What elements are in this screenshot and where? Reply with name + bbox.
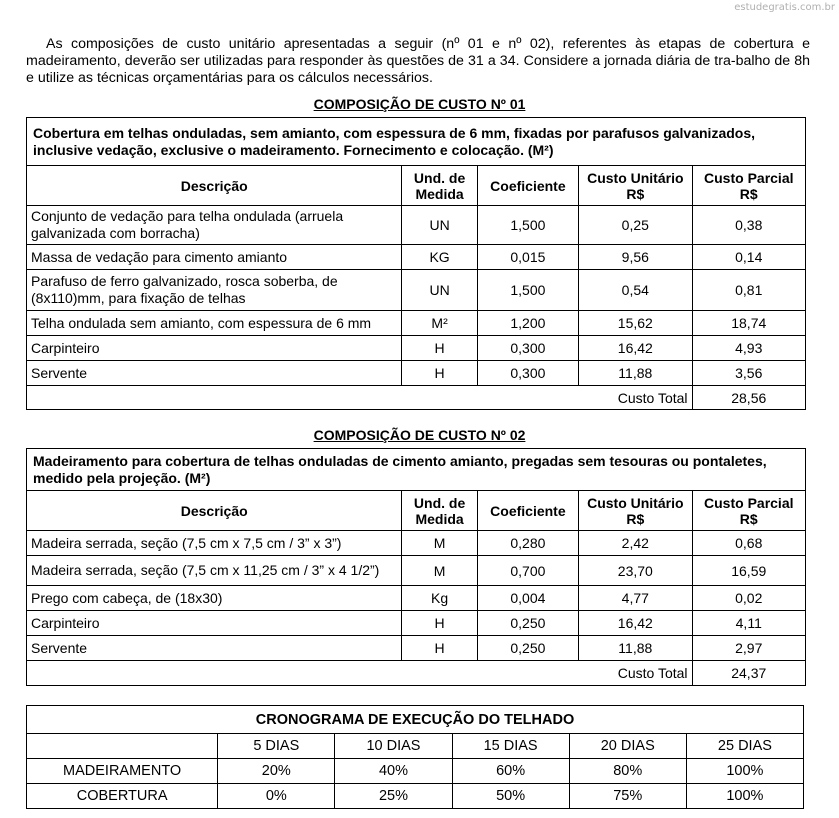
cell-coef: 0,015 — [477, 245, 578, 270]
cell-unitcost: 4,77 — [579, 586, 692, 611]
cell-desc: Massa de vedação para cimento amianto — [27, 245, 402, 270]
table-row — [27, 270, 806, 311]
cell-desc: Telha ondulada sem amianto, com espessura de 6 mm — [27, 311, 402, 336]
schedule-col: 10 DIAS — [335, 734, 452, 759]
cell-unitcost: 16,42 — [579, 336, 692, 361]
cell-partial: 0,14 — [692, 245, 805, 270]
table-row — [27, 636, 806, 661]
cell-unit: UN — [402, 206, 477, 245]
cell-unitcost: 11,88 — [579, 361, 692, 386]
comp2-col-unit: Und. de Medida — [402, 491, 477, 531]
comp1-table — [26, 117, 806, 410]
cell-desc: Madeira serrada, seção (7,5 cm x 7,5 cm / 3” x 3”) — [27, 531, 402, 556]
intro-text: As composições de custo unitário apresentadas a seguir (nº 01 e nº 02), referentes às etapas de cobertura e madeiramento, deverão ser utilizadas para responder às questões de 31 a 34. Considere a jornada diária de tra-balho de 8h e utilize as técnicas orçamentárias para os cálculos necessários. — [26, 36, 810, 86]
cell-coef: 0,280 — [477, 531, 578, 556]
cell-desc: Conjunto de vedação para telha ondulada (arruela galvanizada com borracha) — [27, 206, 402, 245]
cell-unit: KG — [402, 245, 477, 270]
table-row — [27, 531, 806, 556]
cell-unit: M — [402, 556, 477, 586]
cell-unitcost: 15,62 — [579, 311, 692, 336]
cell-unit: Kg — [402, 586, 477, 611]
cell-partial: 18,74 — [692, 311, 805, 336]
cell-unitcost: 11,88 — [579, 636, 692, 661]
total-label: Custo Total — [579, 661, 692, 686]
cell-unitcost: 9,56 — [579, 245, 692, 270]
schedule-col: 5 DIAS — [218, 734, 335, 759]
cell-desc: Prego com cabeça, de (18x30) — [27, 586, 402, 611]
comp2-col-unitcost: Custo Unitário R$ — [579, 491, 692, 531]
schedule-row-label: COBERTURA — [27, 784, 218, 809]
total-row — [27, 661, 806, 686]
comp2-col-partial: Custo Parcial R$ — [692, 491, 805, 531]
comp2-col-desc: Descrição — [27, 491, 402, 531]
total-spacer — [27, 386, 579, 410]
cell-partial: 0,02 — [692, 586, 805, 611]
cell-partial: 16,59 — [692, 556, 805, 586]
cell-unit: M — [402, 531, 477, 556]
comp2-table — [26, 448, 806, 686]
table-row — [27, 759, 804, 784]
cell-unit: H — [402, 636, 477, 661]
cell-desc: Madeira serrada, seção (7,5 cm x 11,25 cm / 3” x 4 1/2”) — [27, 556, 402, 586]
cell-desc: Servente — [27, 361, 402, 386]
cell-unit: H — [402, 361, 477, 386]
table-row — [27, 784, 804, 809]
cell-unit: UN — [402, 270, 477, 311]
cell-coef: 0,700 — [477, 556, 578, 586]
cell-unitcost: 0,54 — [579, 270, 692, 311]
total-value: 28,56 — [692, 386, 805, 410]
table-row — [27, 586, 806, 611]
watermark: estudegratis.com.br — [734, 2, 835, 13]
cell-desc: Parafuso de ferro galvanizado, rosca soberba, de (8x110)mm, para fixação de telhas — [27, 270, 402, 311]
table-row — [27, 206, 806, 245]
schedule-cell: 40% — [335, 759, 452, 784]
cell-coef: 0,300 — [477, 361, 578, 386]
comp2-header: Madeiramento para cobertura de telhas onduladas de cimento amianto, pregadas sem tesouras ou pontaletes, medido pela projeção. (M²) — [27, 449, 806, 491]
cell-unitcost: 0,25 — [579, 206, 692, 245]
schedule-corner — [27, 734, 218, 759]
schedule-row-label: MADEIRAMENTO — [27, 759, 218, 784]
comp1-col-unitcost: Custo Unitário R$ — [579, 166, 692, 206]
total-value: 24,37 — [692, 661, 805, 686]
table-row — [27, 336, 806, 361]
table-row — [27, 556, 806, 586]
cell-partial: 3,56 — [692, 361, 805, 386]
table-row — [27, 245, 806, 270]
cell-unit: H — [402, 611, 477, 636]
comp1-col-coef: Coeficiente — [477, 166, 578, 206]
cell-coef: 1,500 — [477, 206, 578, 245]
schedule-table — [26, 705, 804, 809]
schedule-col: 15 DIAS — [452, 734, 569, 759]
cell-coef: 0,250 — [477, 611, 578, 636]
schedule-cell: 100% — [686, 759, 803, 784]
comp1-header: Cobertura em telhas onduladas, sem amianto, com espessura de 6 mm, fixadas por parafusos galvanizados, inclusive vedação, exclusive o madeiramento. Fornecimento e colocação. (M²) — [27, 118, 806, 166]
comp1-col-unit: Und. de Medida — [402, 166, 477, 206]
schedule-cell: 0% — [218, 784, 335, 809]
total-row — [27, 386, 806, 410]
table-row — [27, 311, 806, 336]
cell-desc: Carpinteiro — [27, 336, 402, 361]
cell-desc: Servente — [27, 636, 402, 661]
comp1-col-desc: Descrição — [27, 166, 402, 206]
comp2-col-coef: Coeficiente — [477, 491, 578, 531]
cell-partial: 0,68 — [692, 531, 805, 556]
cell-unitcost: 23,70 — [579, 556, 692, 586]
schedule-cell: 20% — [218, 759, 335, 784]
total-label: Custo Total — [579, 386, 692, 410]
table-row — [27, 361, 806, 386]
cell-partial: 4,11 — [692, 611, 805, 636]
cell-desc: Carpinteiro — [27, 611, 402, 636]
cell-unit: M² — [402, 311, 477, 336]
cell-partial: 0,81 — [692, 270, 805, 311]
cell-partial: 0,38 — [692, 206, 805, 245]
comp2-title: COMPOSIÇÃO DE CUSTO Nº 02 — [313, 427, 526, 443]
cell-coef: 1,200 — [477, 311, 578, 336]
table-row — [27, 611, 806, 636]
cell-coef: 0,300 — [477, 336, 578, 361]
schedule-cell: 100% — [686, 784, 803, 809]
cell-coef: 0,004 — [477, 586, 578, 611]
cell-partial: 4,93 — [692, 336, 805, 361]
schedule-cell: 75% — [569, 784, 686, 809]
schedule-cell: 60% — [452, 759, 569, 784]
cell-coef: 0,250 — [477, 636, 578, 661]
schedule-title: CRONOGRAMA DE EXECUÇÃO DO TELHADO — [27, 706, 804, 734]
schedule-cell: 25% — [335, 784, 452, 809]
comp1-title: COMPOSIÇÃO DE CUSTO Nº 01 — [313, 96, 526, 112]
cell-unitcost: 16,42 — [579, 611, 692, 636]
schedule-col: 20 DIAS — [569, 734, 686, 759]
cell-unit: H — [402, 336, 477, 361]
comp1-col-partial: Custo Parcial R$ — [692, 166, 805, 206]
intro-paragraph — [26, 36, 810, 87]
schedule-col: 25 DIAS — [686, 734, 803, 759]
schedule-cell: 50% — [452, 784, 569, 809]
cell-partial: 2,97 — [692, 636, 805, 661]
cell-unitcost: 2,42 — [579, 531, 692, 556]
cell-coef: 1,500 — [477, 270, 578, 311]
total-spacer — [27, 661, 579, 686]
schedule-cell: 80% — [569, 759, 686, 784]
